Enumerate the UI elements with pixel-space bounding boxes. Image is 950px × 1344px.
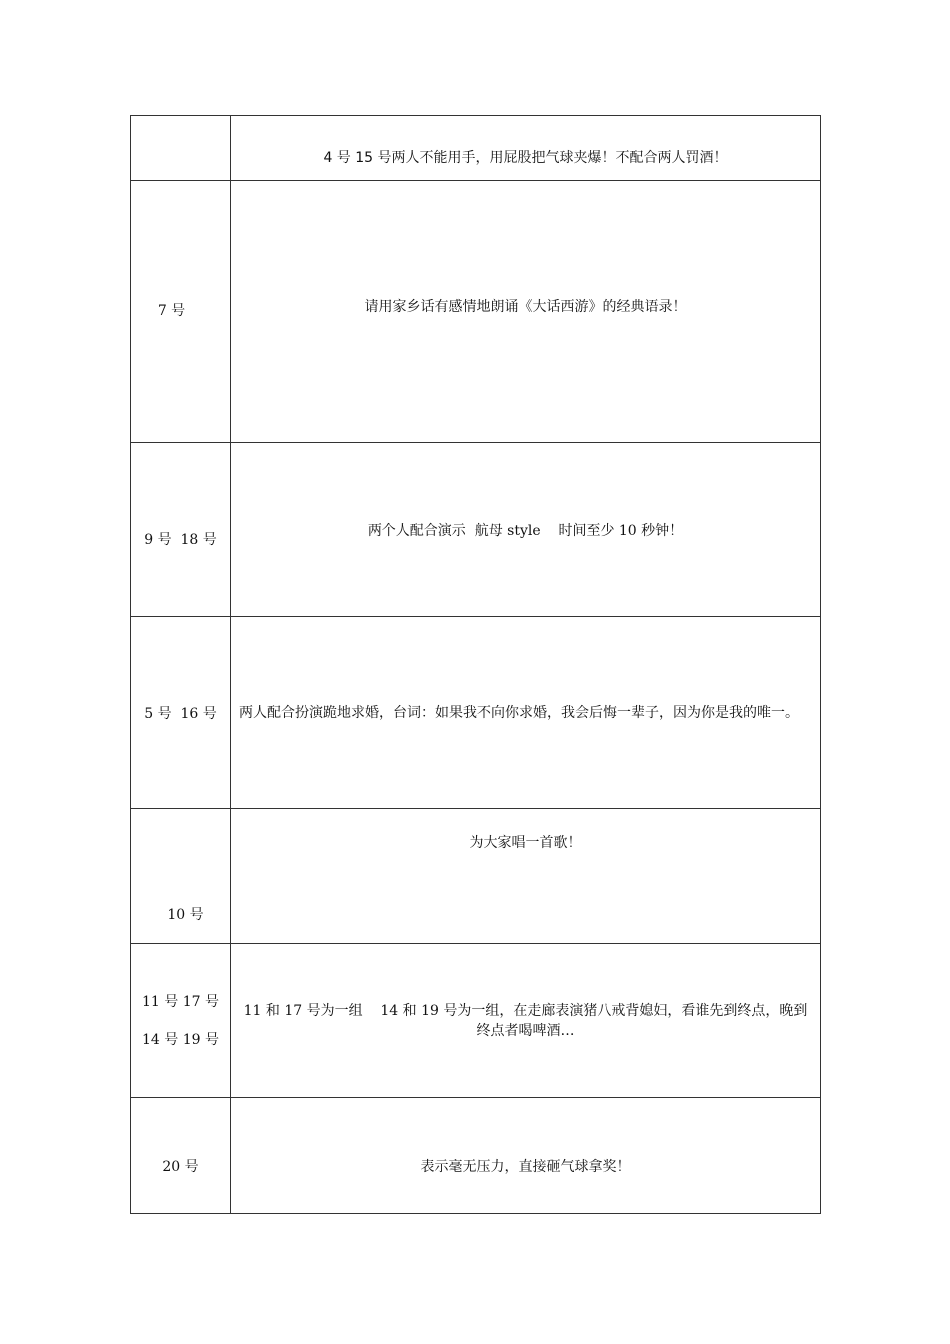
table-row <box>131 116 821 181</box>
number-text: 14 号 19 号 <box>142 1031 219 1048</box>
number-cell <box>131 181 231 443</box>
task-text: 请用家乡话有感情地朗诵《大话西游》的经典语录！ <box>364 299 687 315</box>
number-cell <box>131 809 231 944</box>
table-row <box>131 944 821 1098</box>
task-text: 表示毫无压力，直接砸气球拿奖！ <box>420 1158 631 1175</box>
task-cell <box>231 809 821 944</box>
task-cell <box>231 443 821 617</box>
task-text: 11 和 17 号为一组 14 和 19 号为一组，在走廊表演猪八戒背媳妇，看谁先到终点，晚到终点者喝啤酒… <box>243 1002 808 1039</box>
table-row <box>131 1098 821 1214</box>
number-text: 7 号 <box>157 302 186 319</box>
number-text: 20 号 <box>162 1158 199 1175</box>
number-cell <box>131 944 231 1098</box>
task-cell <box>231 944 821 1098</box>
number-cell <box>131 617 231 809</box>
number-text: 5 号 16 号 <box>144 705 217 722</box>
task-text: 两人配合扮演跪地求婚，台词：如果我不向你求婚，我会后悔一辈子，因为你是我的唯一。 <box>239 704 799 721</box>
task-cell <box>231 1098 821 1214</box>
number-cell <box>131 443 231 617</box>
task-cell <box>231 116 821 181</box>
number-text: 9 号 18 号 <box>144 531 217 548</box>
task-text: 两个人配合演示 航母 style 时间至少 10 秒钟！ <box>367 522 684 539</box>
task-text: 为大家唱一首歌！ <box>469 835 582 851</box>
table-row <box>131 443 821 617</box>
number-cell <box>131 1098 231 1214</box>
table-row <box>131 809 821 944</box>
task-cell <box>231 181 821 443</box>
table-row <box>131 617 821 809</box>
task-cell <box>231 617 821 809</box>
task-text: 4 号 15 号两人不能用手，用屁股把气球夹爆！不配合两人罚酒！ <box>323 150 728 166</box>
number-text: 10 号 <box>167 907 204 923</box>
number-cell <box>131 116 231 181</box>
task-table <box>130 115 821 1214</box>
table-row <box>131 181 821 443</box>
number-text: 11 号 17 号 <box>142 993 219 1010</box>
